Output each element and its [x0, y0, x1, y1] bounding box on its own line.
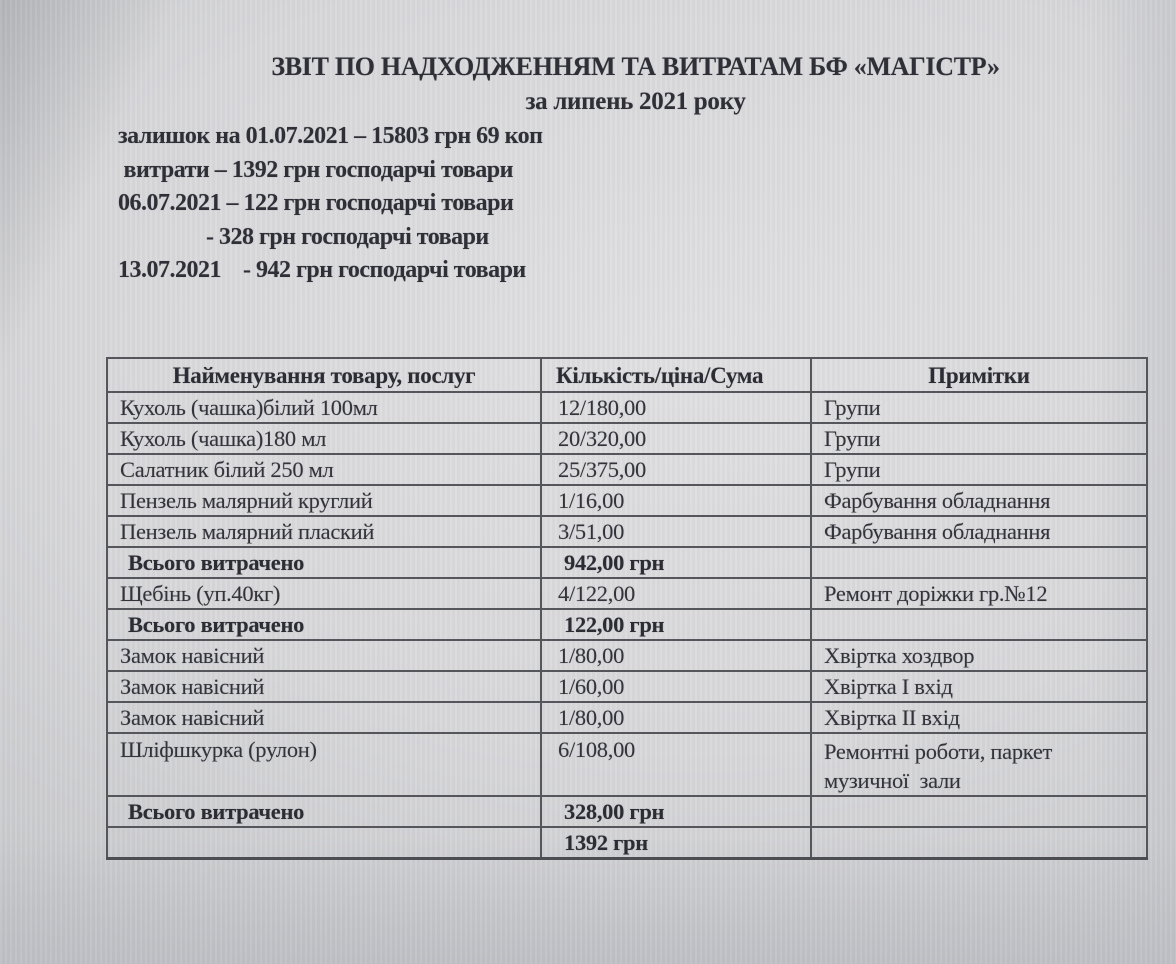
qty-price-sum-cell: 3/51,00	[541, 516, 811, 547]
item-name-cell: Всього витрачено	[107, 609, 541, 640]
qty-price-sum-cell: 1/16,00	[541, 485, 811, 516]
note-cell: Групи	[811, 392, 1147, 423]
item-name-cell: Салатник білий 250 мл	[107, 454, 541, 485]
summary-line: - 328 грн господарчі товари	[118, 223, 489, 250]
table-row	[107, 516, 1147, 547]
header-qty-price-sum: Кількість/ціна/Сума	[541, 358, 811, 392]
qty-price-sum-cell: 4/122,00	[541, 578, 811, 609]
note-cell: Хвіртка I вхід	[811, 671, 1147, 702]
qty-price-sum-cell: 1/60,00	[541, 671, 811, 702]
item-name-cell: Всього витрачено	[107, 796, 541, 827]
item-name-cell: Кухоль (чашка)180 мл	[107, 423, 541, 454]
note-cell	[811, 609, 1147, 640]
table-row	[107, 609, 1147, 640]
summary-line: 13.07.2021 - 942 грн господарчі товари	[118, 257, 526, 283]
table-row	[107, 733, 1147, 796]
summary-line: залишок на 01.07.2021 – 15803 грн 69 коп	[118, 123, 543, 149]
qty-price-sum-cell: 328,00 грн	[541, 796, 811, 827]
item-name-cell: Кухоль (чашка)білий 100мл	[107, 392, 541, 423]
qty-price-sum-cell: 942,00 грн	[541, 547, 811, 578]
table-body	[107, 392, 1147, 859]
header-notes: Примітки	[811, 358, 1147, 392]
note-cell: Групи	[811, 423, 1147, 454]
table-row	[107, 578, 1147, 609]
note-cell	[811, 547, 1147, 578]
item-name-cell: Замок навісний	[107, 671, 541, 702]
note-cell: Фарбування обладнання	[811, 485, 1147, 516]
note-cell	[811, 796, 1147, 827]
document-subtitle: за липень 2021 року	[525, 88, 746, 115]
table-row	[107, 547, 1147, 578]
item-name-cell: Замок навісний	[107, 702, 541, 733]
table-header-row	[107, 358, 1147, 392]
item-name-cell: Пензель малярний плаский	[107, 516, 541, 547]
item-name-cell	[107, 827, 541, 859]
expenses-table	[106, 357, 1148, 860]
table-row	[107, 392, 1147, 423]
qty-price-sum-cell: 122,00 грн	[541, 609, 811, 640]
note-cell: Групи	[811, 454, 1147, 485]
summary-line: 06.07.2021 – 122 грн господарчі товари	[118, 190, 514, 216]
qty-price-sum-cell: 1392 грн	[541, 827, 811, 859]
note-cell	[811, 827, 1147, 859]
table-row	[107, 454, 1147, 485]
qty-price-sum-cell: 6/108,00	[541, 733, 811, 796]
table-row	[107, 702, 1147, 733]
note-cell: Ремонт доріжки гр.№12	[811, 578, 1147, 609]
qty-price-sum-cell: 25/375,00	[541, 454, 811, 485]
qty-price-sum-cell: 1/80,00	[541, 702, 811, 733]
note-cell: Ремонтні роботи, паркет музичної зали	[811, 733, 1147, 796]
note-cell: Фарбування обладнання	[811, 516, 1147, 547]
header-name: Найменування товару, послуг	[107, 358, 541, 392]
item-name-cell: Замок навісний	[107, 640, 541, 671]
table-row	[107, 796, 1147, 827]
table-row	[107, 671, 1147, 702]
item-name-cell: Шліфшкурка (рулон)	[107, 733, 541, 796]
table-row	[107, 423, 1147, 454]
summary-lines	[118, 120, 1116, 288]
qty-price-sum-cell: 1/80,00	[541, 640, 811, 671]
item-name-cell: Пензель малярний круглий	[107, 485, 541, 516]
table-row	[107, 485, 1147, 516]
qty-price-sum-cell: 20/320,00	[541, 423, 811, 454]
item-name-cell: Щебінь (уп.40кг)	[107, 578, 541, 609]
table-row	[107, 640, 1147, 671]
item-name-cell: Всього витрачено	[107, 547, 541, 578]
note-cell: Хвіртка II вхід	[811, 702, 1147, 733]
note-cell: Хвіртка хоздвор	[811, 640, 1147, 671]
table-row	[107, 827, 1147, 859]
qty-price-sum-cell: 12/180,00	[541, 392, 811, 423]
document-title: ЗВІТ ПО НАДХОДЖЕННЯМ ТА ВИТРАТАМ БФ «МАГІСТР»	[271, 52, 1000, 81]
summary-line: витрати – 1392 грн господарчі товари	[118, 156, 513, 183]
